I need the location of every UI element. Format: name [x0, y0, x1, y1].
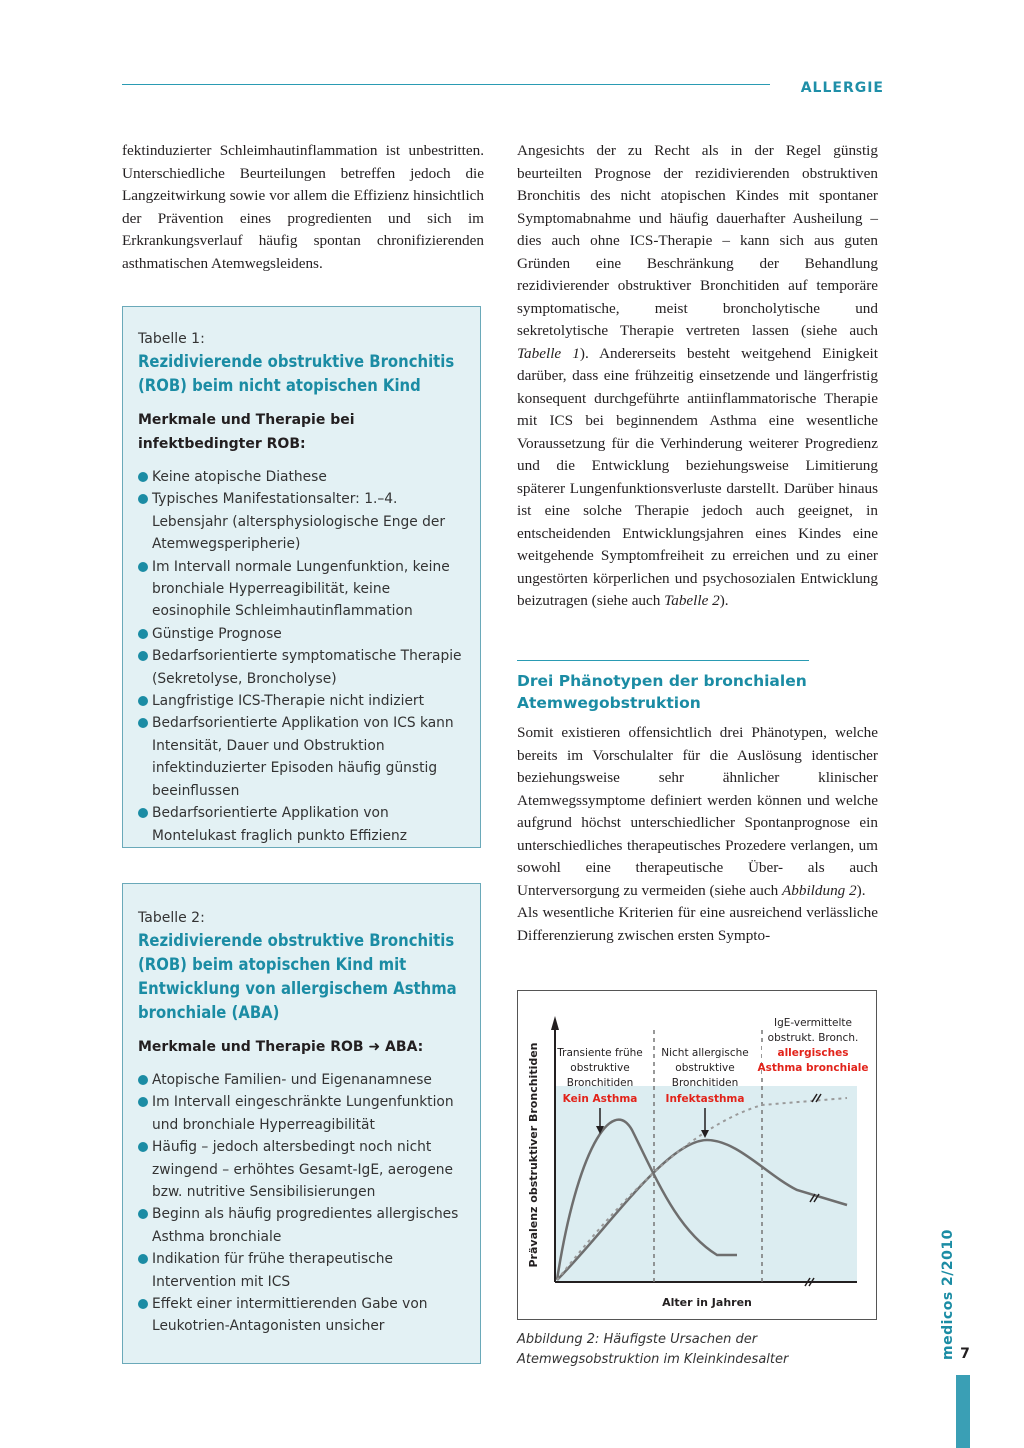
page-number: 7: [960, 1346, 970, 1362]
text-run: Somit existieren offensichtlich drei Phänotypen, welche bereits im Vorschulalter für die Auslösung identischer beziehungsweise sehr ähnlicher klinischer Atemwegssymptome definiert werden können und welche aufgrund höchst unterschiedlicher Spontanprognose ein unterschiedliches therapeutisches Prozedere verlangen, um sowohl eine therapeutische Über- als auch Unterversorgung zu vermeiden (siehe auch: [517, 724, 878, 899]
table-reference: Tabelle 2: [664, 592, 720, 609]
bullet-icon: [138, 1254, 148, 1264]
list-item: [138, 645, 466, 690]
bullet-icon: [138, 651, 148, 661]
phenotype-1-line: obstruktive: [570, 1062, 630, 1074]
list-item-text: Im Intervall eingeschränkte Lungenfunktion und bronchiale Hyperreagibilität: [152, 1094, 454, 1133]
phenotype-1-line: Bronchitiden: [566, 1077, 634, 1089]
bullet-icon: [138, 1299, 148, 1309]
list-item-text: Bedarfsorientierte Applikation von Montelukast fraglich punkto Effizienz: [152, 805, 407, 844]
header-rule: [122, 84, 784, 85]
list-item: [138, 1136, 466, 1203]
phenotype-2-line: obstruktive: [675, 1062, 735, 1074]
list-item: [138, 802, 466, 847]
text-run: Als wesentliche Kriterien für eine ausreichend verlässliche Differenzierung zwischen ersten Sympto-: [517, 904, 878, 944]
phenotype-2-line: Nicht allergische: [661, 1047, 749, 1059]
bullet-icon: [138, 1075, 148, 1085]
list-item-text: Indikation für frühe therapeutische Intervention mit ICS: [152, 1251, 393, 1290]
table-reference: Tabelle 1: [517, 344, 580, 362]
bullet-icon: [138, 629, 148, 639]
table-2-subtitle: Merkmale und Therapie ROB ➜ ABA:: [138, 1039, 424, 1055]
left-column-text: fektinduzierter Schleimhautinflammation ist unbestritten. Unterschiedliche Beurteilungen betreffen jedoch die Langzeitwirkung sowie vor allem die Effizienz hinsichtlich der Prävention eines progredienten und sich im Erkrankungsverlauf häufig spontan chronifizierenden asthmatischen Atemwegsleidens.: [122, 142, 484, 272]
bullet-icon: [138, 1142, 148, 1152]
right-column-paragraph-2: [517, 722, 878, 947]
phenotype-3-red: allergisches: [777, 1047, 849, 1059]
list-item-text: Atopische Familien- und Eigenanamnese: [152, 1072, 432, 1088]
list-item: [138, 556, 466, 623]
text-run: ).: [856, 881, 866, 899]
list-item-text: Langfristige ICS-Therapie nicht indiziert: [152, 693, 425, 710]
list-item: [138, 690, 466, 712]
bullet-icon: [138, 1209, 148, 1219]
list-item-text: Bedarfsorientierte Applikation von ICS kann Intensität, Dauer und Obstruktion infektinduzierter Episoden häufig günstig beeinflussen: [152, 715, 454, 799]
table-2-label: Tabelle 2:: [138, 910, 205, 926]
list-item-text: Häufig – jedoch altersbedingt noch nicht zwingend – erhöhtes Gesamt-IgE, aerogene bzw. nutritive Sensibilisierungen: [152, 1139, 454, 1201]
list-item: [138, 1069, 466, 1091]
list-item: [138, 1091, 466, 1136]
text-run: ).: [719, 592, 729, 609]
list-item: [138, 488, 466, 555]
phenotype-2-line: Bronchitiden: [671, 1077, 739, 1089]
phenotype-3-red: Asthma bronchiale: [757, 1062, 869, 1074]
bullet-icon: [138, 718, 148, 728]
list-item-text: Beginn als häufig progredientes allergisches Asthma bronchiale: [152, 1206, 459, 1245]
phenotype-1-line: Transiente frühe: [557, 1047, 643, 1059]
x-axis-label: Alter in Jahren: [662, 1296, 752, 1309]
table-1-box: [122, 306, 481, 848]
list-item-text: Im Intervall normale Lungenfunktion, keine bronchiale Hyperreagibilität, keine eosinophile Schleimhautinflammation: [152, 558, 450, 620]
bullet-icon: [138, 494, 148, 504]
right-column-paragraph-1: [517, 140, 878, 613]
text-run: Angesichts der zu Recht als in der Regel günstig beurteilten Prognose der rezidivierenden obstruktiven Bronchitis des nicht atopischen Kindes mit spontaner Symptomabnahme und häufig dauerhafter Ausheilung – dies auch ohne ICS-Therapie – kann sich aus guten Gründen eine Beschränkung der Behandlung rezidivierender obstruktiver Bronchitiden auf temporäre symptomatische, meist broncholytische und sekretolytische Therapie vertreten lassen (siehe auch: [517, 142, 878, 339]
table-1-title: Rezidivierende obstruktive Bronchitis (ROB) beim nicht atopischen Kind: [138, 352, 455, 395]
figure-caption: Abbildung 2: Häufigste Ursachen der Atemwegsobstruktion im Kleinkindesalter: [517, 1332, 789, 1367]
phenotype-1-red: Kein Asthma: [562, 1093, 638, 1105]
table-1-subtitle: Merkmale und Therapie bei infektbedingter ROB:: [138, 412, 355, 452]
table-2-box: [122, 883, 481, 1364]
list-item: [138, 623, 466, 645]
bullet-icon: [138, 1097, 148, 1107]
text-run: ). Andererseits besteht weitgehend Einigkeit darüber, dass eine frühzeitig einsetzende und längerfristig konsequent durchgeführte antiinflammatorische Therapie mit ICS bei beginnendem Asthma eine wesentliche Voraussetzung für die Verhinderung weiterer Progredienz und die Entwicklung beziehungsweise Limitierung späterer Lungenfunktionsverluste darstellt. Darüber hinaus ist eine solche Therapie jedoch auch geeignet, in entscheidenden Entwicklungsjahren eines Kindes eine weitgehende Symptomfreiheit zu erreichen und zu einer ungestörten körperlichen und psychosozialen Entwicklung beizutragen (siehe auch: [517, 344, 878, 609]
bullet-icon: [138, 472, 148, 482]
list-item: [138, 1248, 466, 1293]
list-item: [138, 712, 466, 802]
section-rule: [517, 660, 809, 661]
phenotype-3-line: IgE-vermittelte: [773, 1017, 853, 1029]
phenotype-3-line: obstrukt. Bronch.: [767, 1032, 859, 1044]
table-2-list: [138, 1069, 466, 1338]
section-tag: ALLERGIE: [770, 80, 884, 96]
side-bar-decoration: [956, 1375, 970, 1448]
figure-reference: Abbildung 2: [781, 881, 857, 899]
y-axis-label: Prävalenz obstruktiver Bronchitiden: [527, 1042, 540, 1268]
list-item: [138, 1293, 466, 1338]
phenotype-2-red: Infektasthma: [665, 1093, 745, 1105]
bullet-icon: [138, 808, 148, 818]
list-item-text: Bedarfsorientierte symptomatische Therapie (Sekretolyse, Broncholyse): [152, 648, 462, 687]
journal-name: medicos 2/2010: [940, 1229, 956, 1360]
section-heading: Drei Phänotypen der bronchialen Atemwegobstruktion: [517, 672, 807, 712]
bullet-icon: [138, 562, 148, 572]
list-item: [138, 1203, 466, 1248]
table-2-title: Rezidivierende obstruktive Bronchitis (ROB) beim atopischen Kind mit Entwicklung von allergischem Asthma bronchiale (ABA): [138, 931, 457, 1022]
table-1-label: Tabelle 1:: [138, 331, 205, 347]
list-item-text: Effekt einer intermittierenden Gabe von Leukotrien-Antagonisten unsicher: [152, 1296, 428, 1335]
list-item: [138, 466, 466, 488]
table-1-list: [138, 466, 466, 847]
list-item-text: Typisches Manifestationsalter: 1.–4. Lebensjahr (altersphysiologische Enge der Atemwegsperipherie): [152, 491, 446, 553]
bullet-icon: [138, 696, 148, 706]
list-item-text: Günstige Prognose: [152, 625, 282, 642]
list-item-text: Keine atopische Diathese: [152, 469, 327, 485]
figure-phenotypes: [517, 990, 877, 1320]
